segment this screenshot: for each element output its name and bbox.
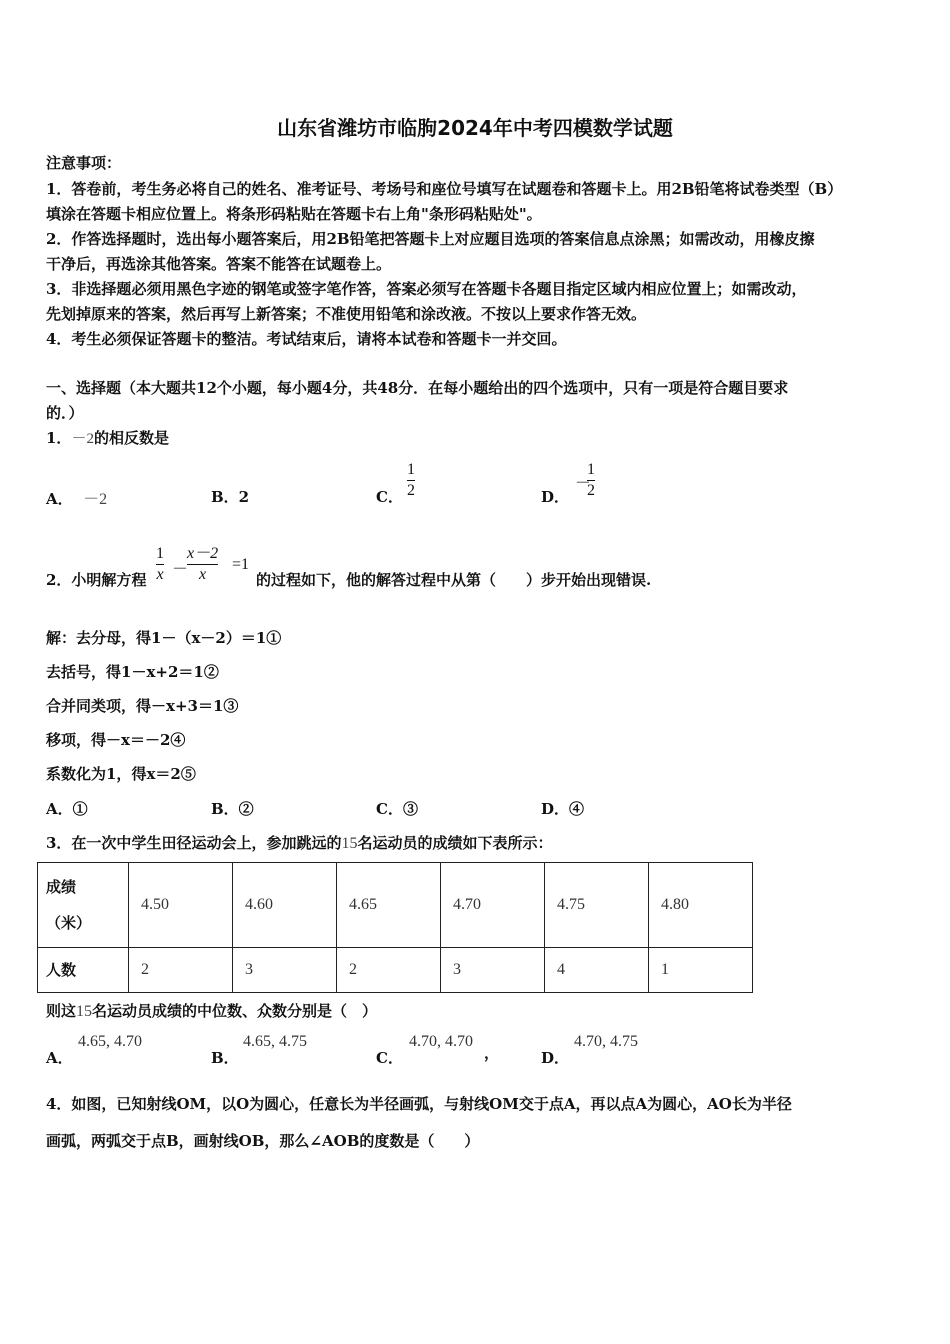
table-cell: 4 [545,948,649,993]
notice-heading: 注意事项： [46,154,122,172]
table-cell: 4.70 [441,863,545,948]
option-b[interactable]: B． [211,1049,239,1067]
table-cell: 3 [441,948,545,993]
fraction: 1 2 [407,461,415,499]
table-row [38,863,753,948]
option-a[interactable]: A．① [46,800,88,818]
option-value: 4.65, 4.75 [243,1033,307,1050]
option-c[interactable]: C． [376,488,403,506]
table-cell: 2 [337,948,441,993]
question-3-ask: 则这15名运动员成绩的中位数、众数分别是（ ） [46,1002,378,1020]
option-value: 4.65, 4.70 [78,1033,142,1050]
table-row [38,948,753,993]
solution-step: 移项，得－x＝－2④ [46,731,186,749]
fraction: x－2 x [187,545,219,583]
header-cell: 成绩 （米） [38,863,129,948]
solution-step: 去括号，得1－x+2＝1② [46,663,219,681]
fraction: 1 x [156,545,164,583]
score-table [37,862,753,993]
notice-line: 先划掉原来的答案，然后再写上新答案；不准使用铅笔和涂改液。不按以上要求作答无效。 [46,305,647,323]
question-4: 4．如图，已知射线OM，以O为圆心，任意长为半径画弧，与射线OM交于点A，再以点A为圆心，AO长为半径 [46,1095,792,1113]
question-number: 1． [46,429,72,447]
table-cell: 4.50 [129,863,233,948]
option-c[interactable]: C． [376,1049,403,1067]
math-value: －2 [71,431,94,447]
section-heading: 一、选择题（本大题共12个小题，每小题4分，共48分．在每小题给出的四个选项中，只有一项是符合题目要求 [46,379,789,397]
option-value: 4.70, 4.70 [409,1033,473,1050]
option-b[interactable]: B．2 [211,488,250,506]
header-cell: 人数 [38,948,129,993]
table-cell: 4.60 [233,863,337,948]
option-c[interactable]: C．③ [376,800,418,818]
question-3: 3．在一次中学生田径运动会上，参加跳远的15名运动员的成绩如下表所示： [46,834,553,852]
solution-step: 合并同类项，得－x+3＝1③ [46,697,239,715]
notice-line: 3．非选择题必须用黑色字迹的钢笔或签字笔作答，答案必须写在答题卡各题目指定区域内相应位置上；如需改动， [46,280,807,298]
notice-line: 2．作答选择题时，选出每小题答案后，用2B铅笔把答题卡上对应题目选项的答案信息点涂黑；如需改动，用橡皮擦 [46,230,815,248]
table-cell: 4.80 [649,863,753,948]
equals-one: =1 [232,556,250,573]
option-a[interactable]: A． －2 [46,490,108,508]
table-cell: 3 [233,948,337,993]
section-heading-cont: 的．） [46,404,84,422]
question-2-prefix: 2．小明解方程 [46,571,147,589]
question-4-cont: 画弧，两弧交于点B，画射线OB，那么∠AOB的度数是（ ） [46,1132,480,1150]
question-2-suffix: 的过程如下，他的解答过程中从第（ ）步开始出现错误. [256,571,652,589]
minus-sign: － [575,475,592,492]
fraction: 1 2 [587,461,595,499]
question-1 [46,427,169,448]
option-d[interactable]: D．④ [541,800,585,818]
option-b[interactable]: B．② [211,800,254,818]
solution-step: 解：去分母，得1－（x－2）＝1① [46,629,282,647]
table-cell: 2 [129,948,233,993]
notice-line: 干净后，再选涂其他答案。答案不能答在试题卷上。 [46,255,392,273]
table-cell: 4.65 [337,863,441,948]
minus-sign: － [172,561,189,578]
option-value: 4.70, 4.75 [574,1033,638,1050]
table-cell: 1 [649,948,753,993]
punctuation: ， [484,1044,500,1062]
page-title: 山东省潍坊市临朐2024年中考四模数学试题 [277,116,673,140]
option-d[interactable]: D． [541,1049,570,1067]
option-a[interactable]: A． [46,1049,73,1067]
question-text: 的相反数是 [93,429,169,447]
solution-step: 系数化为1，得x＝2⑤ [46,765,196,783]
notice-line: 4．考生必须保证答题卡的整洁。考试结束后，请将本试卷和答题卡一并交回。 [46,330,567,348]
notice-line: 填涂在答题卡相应位置上。将条形码粘贴在答题卡右上角"条形码粘贴处"。 [46,205,542,223]
notice-line: 1．答卷前，考生务必将自己的姓名、准考证号、考场号和座位号填写在试题卷和答题卡上。用2B铅笔将试卷类型（B） [46,180,843,198]
table-cell: 4.75 [545,863,649,948]
option-d[interactable]: D． [541,488,570,506]
